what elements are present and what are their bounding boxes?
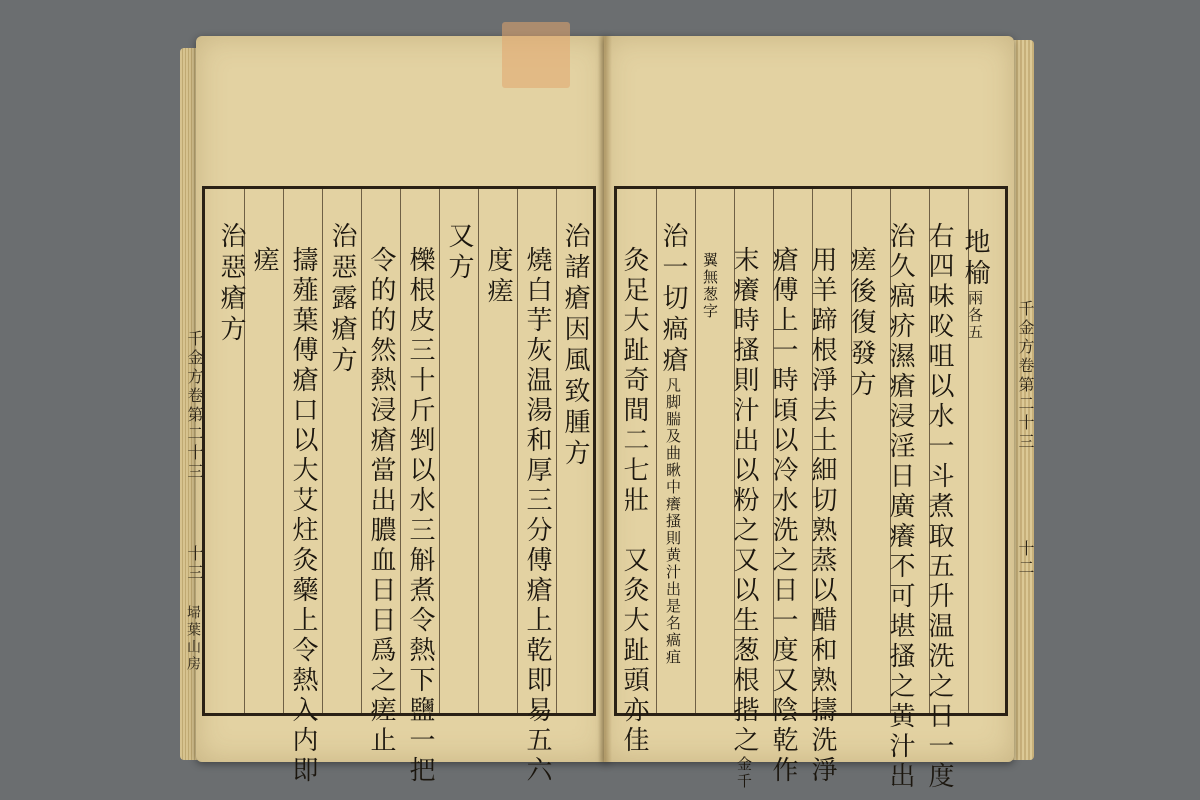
left-column-3: 度瘥: [483, 246, 513, 308]
right-column-1: [962, 228, 988, 341]
right-column-5: 用羊蹄根淨去土細切熟蒸以醋和熟擣洗淨: [807, 246, 837, 786]
left-margin-publisher: 埽葉山房: [185, 605, 201, 673]
right-column-2: 右四味㕮咀以水一斗煮取五升温洗之日一度: [924, 222, 954, 792]
left-margin-page-number: 十三: [185, 545, 204, 583]
left-column-7: 治惡露瘡方: [327, 222, 357, 377]
right-column-7: [731, 246, 757, 790]
collector-seal: [502, 22, 570, 88]
left-column-2: 燒白芋灰温湯和厚三分傅瘡上乾即易五六: [522, 246, 552, 786]
right-column-4: 瘥後復發方: [846, 246, 876, 401]
left-column-9: 瘥: [249, 246, 279, 277]
right-column-1-text: 地榆: [960, 228, 990, 290]
right-column-10: 灸足大趾奇間二七壯 又灸大趾頭亦佳: [619, 246, 649, 756]
right-margin-title: 千金方卷第二十三: [1016, 300, 1035, 452]
right-column-8-note: 翼無葱字: [701, 252, 719, 320]
right-column-9-note: 凡脚腨及曲瞅中癢搔則黄汁出是名瘑疽: [664, 377, 682, 666]
right-column-9-text: 治一切瘑瘡: [658, 222, 688, 377]
right-column-1-note: 兩各五: [966, 290, 984, 341]
left-margin-title: 千金方卷第二十三: [185, 330, 204, 482]
right-column-7-note: 金千: [735, 756, 753, 790]
book-gutter: [598, 36, 612, 762]
left-column-1: 治諸瘡因風致腫方: [560, 222, 590, 470]
left-column-6: 令的的然熱浸瘡當出膿血日日爲之瘥止: [366, 246, 396, 756]
left-column-8: 擣薤葉傅瘡口以大艾炷灸藥上令熱入内即: [288, 246, 318, 786]
left-column-5: 櫟根皮三十斤剉以水三斛煮令熱下鹽一把: [405, 246, 435, 786]
right-column-3: 治久瘑疥濕瘡浸淫日廣癢不可堪搔之黄汁出: [885, 222, 915, 792]
right-column-9: [660, 222, 686, 666]
right-margin-page-number: 十二: [1016, 540, 1035, 578]
right-column-7-text: 末癢時搔則汁出以粉之又以生葱根揩之: [729, 246, 759, 756]
right-column-6: 瘡傅上一時頃以冷水洗之日一度又陰乾作: [768, 246, 798, 786]
left-column-10: 治惡瘡方: [216, 222, 246, 346]
left-column-4: 又方: [444, 222, 474, 284]
